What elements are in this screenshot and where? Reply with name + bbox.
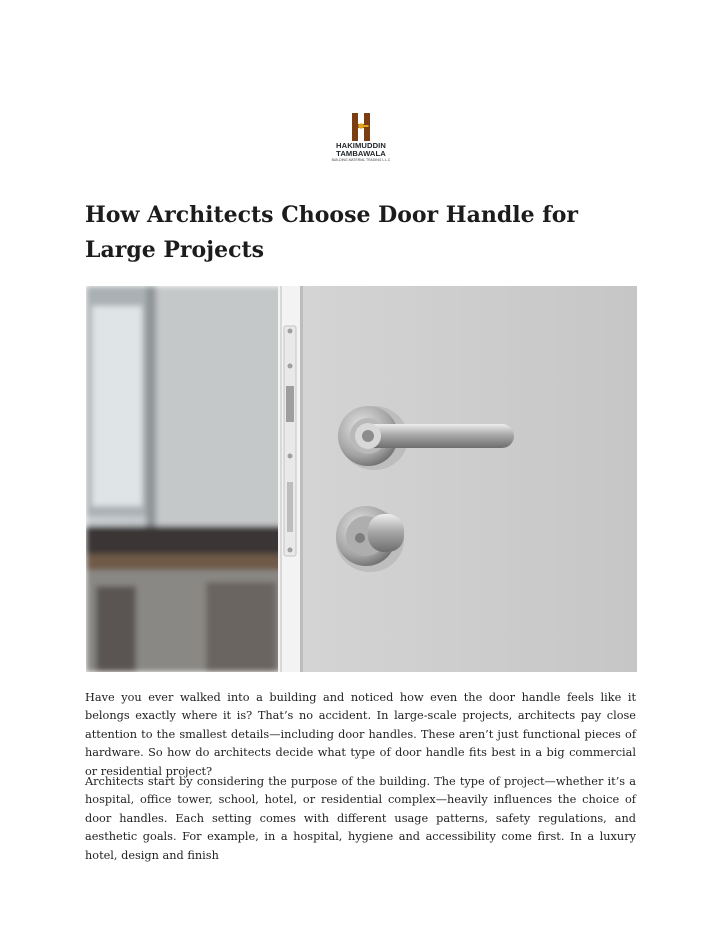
article-title: How Architects Choose Door Handle for Large Projects (85, 202, 578, 263)
body-paragraph-2: Architects start by considering the purpose of the building. The type of project—whether it’s a hospital, office tower, school, hotel, or residential complex—heavily influences the choice of door handles. Each setting comes with different usage patterns, safety regulations, and aesthetic goals. For example, in a hospital, hygiene and accessibility come first. In a luxury hotel, design and finish (85, 775, 636, 862)
brand-name-line1: HAKIMUDDIN (336, 141, 386, 150)
door-handle-photo-icon (86, 286, 637, 672)
body-paragraph-1: Have you ever walked into a building and noticed how even the door handle feels like it belongs exactly where it is? That’s no accident. In large-scale projects, architects pay close attention to the smallest details—including door handles. These aren’t just functional pieces of hardware. So how do architects decide what type of door handle fits best in a big commercial or residential project? (85, 691, 636, 778)
h-monogram-icon (350, 112, 372, 142)
brand-name-line2: TAMBAWALA (336, 149, 386, 158)
company-logo (328, 112, 394, 168)
hero-image (86, 286, 637, 672)
brand-tagline: BUILDING MATERIAL TRADING L.L.C (331, 158, 391, 162)
